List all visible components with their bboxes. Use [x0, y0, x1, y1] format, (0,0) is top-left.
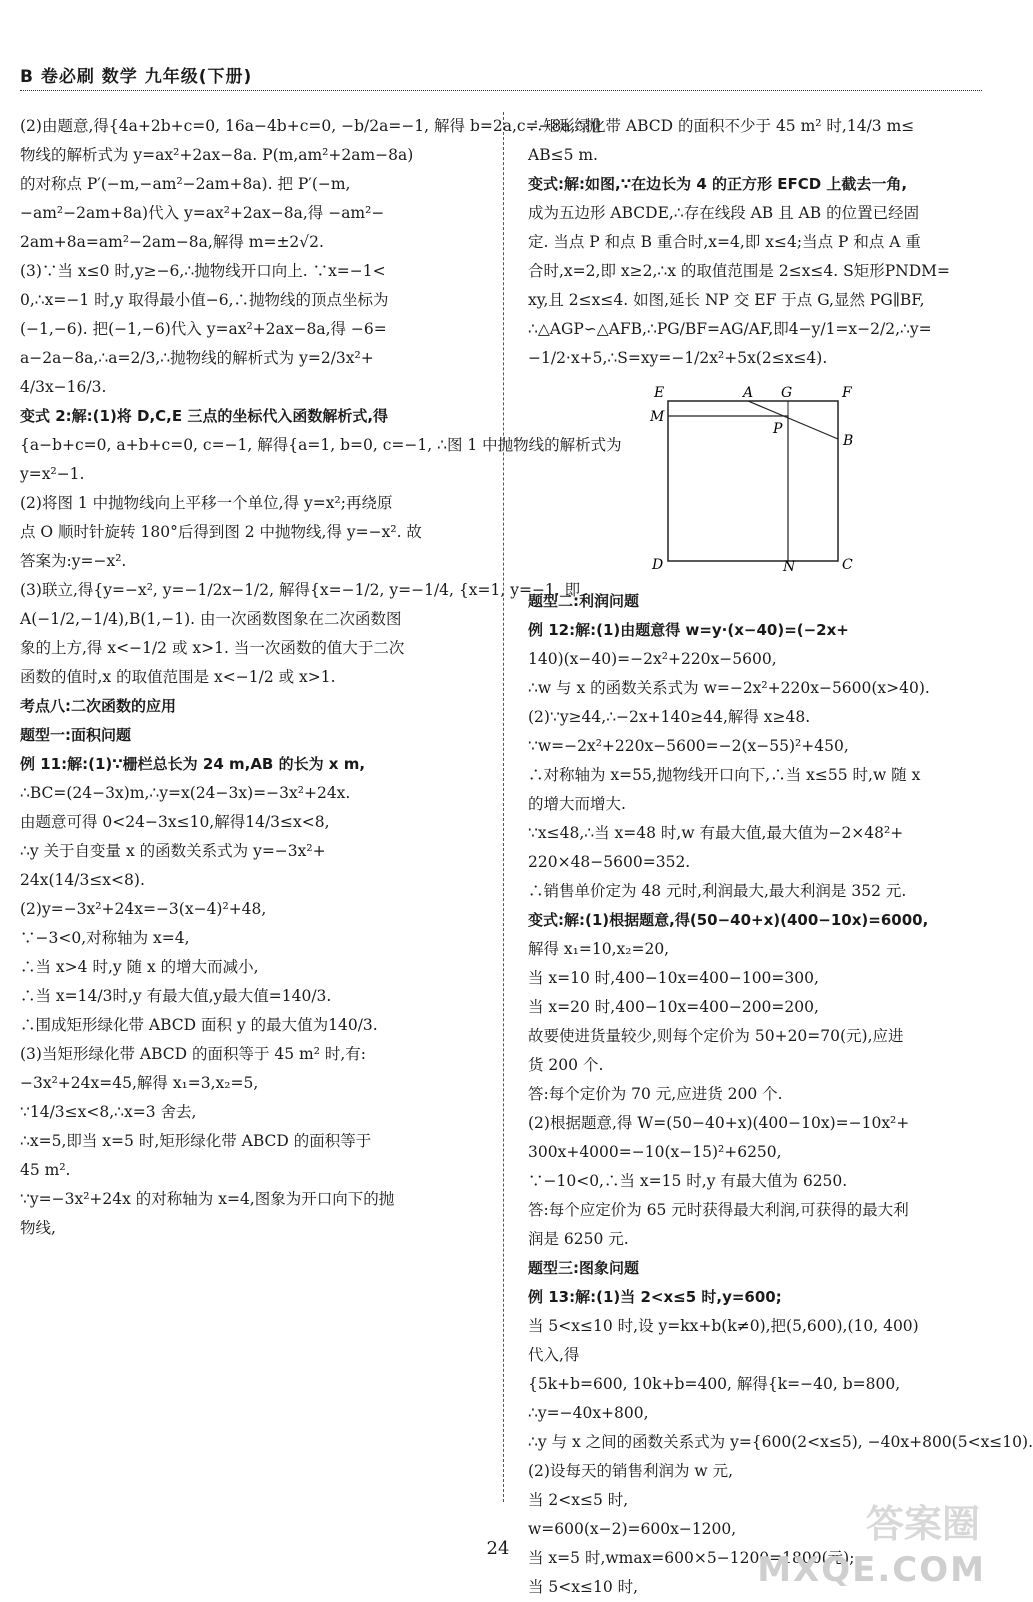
text-line: (2)将图 1 中抛物线向上平移一个单位,得 y=x²;再绕原 — [20, 494, 393, 512]
page-header: B 卷必刷 数学 九年级(下册) — [20, 67, 253, 87]
label-c: C — [842, 557, 853, 573]
text-line: 当 5<x≤10 时,设 y=kx+b(k≠0),把(5,600),(10, 400) — [528, 1317, 919, 1335]
text-line: ∴△AGP∽△AFB,∴PG/BF=AG/AF,即4−y/1=x−2/2,∴y= — [528, 320, 932, 338]
text-line: A(−1/2,−1/4),B(1,−1). 由一次函数图象在二次函数图 — [20, 610, 402, 628]
text-line: 例 11:解:(1)∵栅栏总长为 24 m,AB 的长为 x m, — [20, 755, 366, 773]
text-line: 题型二:利润问题 — [528, 592, 639, 610]
text-line: 货 200 个. — [528, 1056, 604, 1074]
text-line: −1/2·x+5,∴S=xy=−1/2x²+5x(2≤x≤4). — [528, 349, 828, 367]
text-line: 当 x=20 时,400−10x=400−200=200, — [528, 998, 819, 1016]
text-line: (3)∵当 x≤0 时,y≥−6,∴抛物线开口向上. ∵x=−1< — [20, 262, 386, 280]
text-line: 象的上方,得 x<−1/2 或 x>1. 当一次函数的值大于二次 — [20, 639, 405, 657]
text-line: 变式:解:(1)根据题意,得(50−40+x)(400−10x)=6000, — [528, 911, 929, 929]
square-edcf — [668, 401, 838, 561]
text-line: 当 x=5 时,wmax=600×5−1200=1800(元); — [528, 1549, 855, 1567]
label-d: D — [652, 557, 664, 573]
text-line: w=600(x−2)=600x−1200, — [528, 1520, 737, 1538]
text-line: ∵−10<0,∴当 x=15 时,y 有最大值为 6250. — [528, 1172, 848, 1190]
label-n: N — [783, 559, 796, 575]
text-line: 函数的值时,x 的取值范围是 x<−1/2 或 x>1. — [20, 668, 336, 686]
text-line: 题型一:面积问题 — [20, 726, 131, 744]
text-line: 140)(x−40)=−2x²+220x−5600, — [528, 650, 777, 668]
text-line: 24x(14/3≤x<8). — [20, 871, 145, 889]
text-line: ∴x=5,即当 x=5 时,矩形绿化带 ABCD 的面积等于 — [20, 1132, 372, 1150]
text-line: 4/3x−16/3. — [20, 378, 107, 396]
text-line: 答:每个定价为 70 元,应进货 200 个. — [528, 1085, 783, 1103]
text-line: 300x+4000=−10(x−15)²+6250, — [528, 1143, 782, 1161]
text-line: 成为五边形 ABCDE,∴存在线段 AB 且 AB 的位置已经固 — [528, 204, 920, 222]
square-figure — [638, 381, 888, 575]
text-line: ∴当 x>4 时,y 随 x 的增大而减小, — [20, 958, 259, 976]
text-line: AB≤5 m. — [528, 146, 598, 164]
label-p: P — [773, 421, 783, 437]
text-line: ∴围成矩形绿化带 ABCD 面积 y 的最大值为140/3. — [20, 1016, 378, 1034]
text-line: {a−b+c=0, a+b+c=0, c=−1, 解得{a=1, b=0, c=−1, ∴图 1 中抛物线的解析式为 — [20, 436, 622, 454]
text-line: ∴对称轴为 x=55,抛物线开口向下,∴当 x≤55 时,w 随 x — [528, 766, 921, 784]
text-line: 例 12:解:(1)由题意得 w=y·(x−40)=(−2x+ — [528, 621, 849, 639]
right-column — [528, 112, 1033, 1602]
text-line: −am²−2am+8a)代入 y=ax²+2ax−8a,得 −am²− — [20, 204, 385, 222]
text-line: ∴w 与 x 的函数关系式为 w=−2x²+220x−5600(x>40). — [528, 679, 930, 697]
text-line: ∴y=−40x+800, — [528, 1404, 649, 1422]
text-line: 220×48−5600=352. — [528, 853, 691, 871]
text-line: 答:每个应定价为 65 元时获得最大利润,可获得的最大利 — [528, 1201, 909, 1219]
text-line: 定. 当点 P 和点 B 重合时,x=4,即 x≤4;当点 P 和点 A 重 — [528, 233, 921, 251]
label-a: A — [743, 385, 754, 401]
text-line: ∵w=−2x²+220x−5600=−2(x−55)²+450, — [528, 737, 849, 755]
text-line: ∵x≤48,∴当 x=48 时,w 有最大值,最大值为−2×48²+ — [528, 824, 904, 842]
text-line: 点 O 顺时针旋转 180°后得到图 2 中抛物线,得 y=−x². 故 — [20, 523, 422, 541]
text-line: 2am+8a=am²−2am−8a,解得 m=±2√2. — [20, 233, 324, 251]
text-line: 润是 6250 元. — [528, 1230, 629, 1248]
text-line: 代入,得 — [528, 1346, 580, 1364]
text-line: 当 2<x≤5 时, — [528, 1491, 629, 1509]
text-line: (2)∵y≥44,∴−2x+140≥44,解得 x≥48. — [528, 708, 811, 726]
text-line: (3)当矩形绿化带 ABCD 的面积等于 45 m² 时,有: — [20, 1045, 367, 1063]
text-line: ∵y=−3x²+24x 的对称轴为 x=4,图象为开口向下的抛 — [20, 1190, 395, 1208]
text-line: 的对称点 P′(−m,−am²−2am+8a). 把 P′(−m, — [20, 175, 351, 193]
text-line: ∴矩形绿化带 ABCD 的面积不少于 45 m² 时,14/3 m≤ — [528, 117, 915, 135]
text-line: ∵−3<0,对称轴为 x=4, — [20, 929, 190, 947]
watermark: MXQE.COM — [757, 1550, 986, 1590]
text-line: ∴y 关于自变量 x 的函数关系式为 y=−3x²+ — [20, 842, 326, 860]
text-line: 例 13:解:(1)当 2<x≤5 时,y=600; — [528, 1288, 782, 1306]
text-line: 故要使进货量较少,则每个定价为 50+20=70(元),应进 — [528, 1027, 904, 1045]
text-line: 0,∴x=−1 时,y 取得最小值−6,∴抛物线的顶点坐标为 — [20, 291, 389, 309]
text-line: ∴BC=(24−3x)m,∴y=x(24−3x)=−3x²+24x. — [20, 784, 351, 802]
label-e: E — [654, 385, 665, 401]
text-line: 题型三:图象问题 — [528, 1259, 639, 1277]
text-line: (2)根据题意,得 W=(50−40+x)(400−10x)=−10x²+ — [528, 1114, 910, 1132]
text-line: 由题意可得 0<24−3x≤10,解得14/3≤x<8, — [20, 813, 330, 831]
text-line: ∴y 与 x 之间的函数关系式为 y={600(2<x≤5), −40x+800(5<x≤10). — [528, 1433, 1033, 1451]
rectangle-pndm — [668, 416, 788, 561]
label-b: B — [843, 433, 854, 449]
text-line: 解得 x₁=10,x₂=20, — [528, 940, 670, 958]
text-line: 物线的解析式为 y=ax²+2ax−8a. P(m,am²+2am−8a) — [20, 146, 414, 164]
text-line: (3)联立,得{y=−x², y=−1/2x−1/2, 解得{x=−1/2, y=−1/4, {x=1, y=−1, 即 — [20, 581, 581, 599]
text-line: 变式 2:解:(1)将 D,C,E 三点的坐标代入函数解析式,得 — [20, 407, 389, 425]
text-line: 合时,x=2,即 x≥2,∴x 的取值范围是 2≤x≤4. S矩形PNDM= — [528, 262, 951, 280]
text-line: 答案为:y=−x². — [20, 552, 127, 570]
text-line: 物线, — [20, 1219, 56, 1237]
text-line: ∴当 x=14/3时,y 有最大值,y最大值=140/3. — [20, 987, 332, 1005]
text-line: −3x²+24x=45,解得 x₁=3,x₂=5, — [20, 1074, 259, 1092]
text-line: {5k+b=600, 10k+b=400, 解得{k=−40, b=800, — [528, 1375, 901, 1393]
text-line: (2)y=−3x²+24x=−3(x−4)²+48, — [20, 900, 267, 918]
right-top-text — [528, 112, 984, 373]
text-line: xy,且 2≤x≤4. 如图,延长 NP 交 EF 于点 G,显然 PG∥BF, — [528, 291, 925, 309]
text-line: 当 x=10 时,400−10x=400−100=300, — [528, 969, 819, 987]
label-m: M — [650, 409, 665, 425]
text-line: 当 5<x≤10 时, — [528, 1578, 639, 1596]
text-line: (2)设每天的销售利润为 w 元, — [528, 1462, 734, 1480]
label-g: G — [781, 385, 793, 401]
header-rule — [20, 90, 982, 91]
segment-ab — [748, 401, 838, 439]
watermark-logo: 答案圈 — [865, 1502, 980, 1546]
text-line: ∴销售单价定为 48 元时,利润最大,最大利润是 352 元. — [528, 882, 907, 900]
text-line: (2)由题意,得{4a+2b+c=0, 16a−4b+c=0, −b/2a=−1, 解得 b=2a,c=−8a,∴抛 — [20, 117, 601, 135]
text-line: y=x²−1. — [20, 465, 85, 483]
text-line: 的增大而增大. — [528, 795, 626, 813]
right-bottom-text — [528, 587, 1033, 1602]
column-divider — [503, 112, 504, 1502]
text-line: 45 m². — [20, 1161, 71, 1179]
page-number: 24 — [486, 1538, 510, 1559]
text-line: a−2a−8a,∴a=2/3,∴抛物线的解析式为 y=2/3x²+ — [20, 349, 374, 367]
text-line: (−1,−6). 把(−1,−6)代入 y=ax²+2ax−8a,得 −6= — [20, 320, 387, 338]
text-line: 考点八:二次函数的应用 — [20, 697, 176, 715]
text-line: ∵14/3≤x<8,∴x=3 舍去, — [20, 1103, 197, 1121]
label-f: F — [842, 385, 852, 401]
text-line: 变式:解:如图,∵在边长为 4 的正方形 EFCD 上截去一角, — [528, 175, 908, 193]
